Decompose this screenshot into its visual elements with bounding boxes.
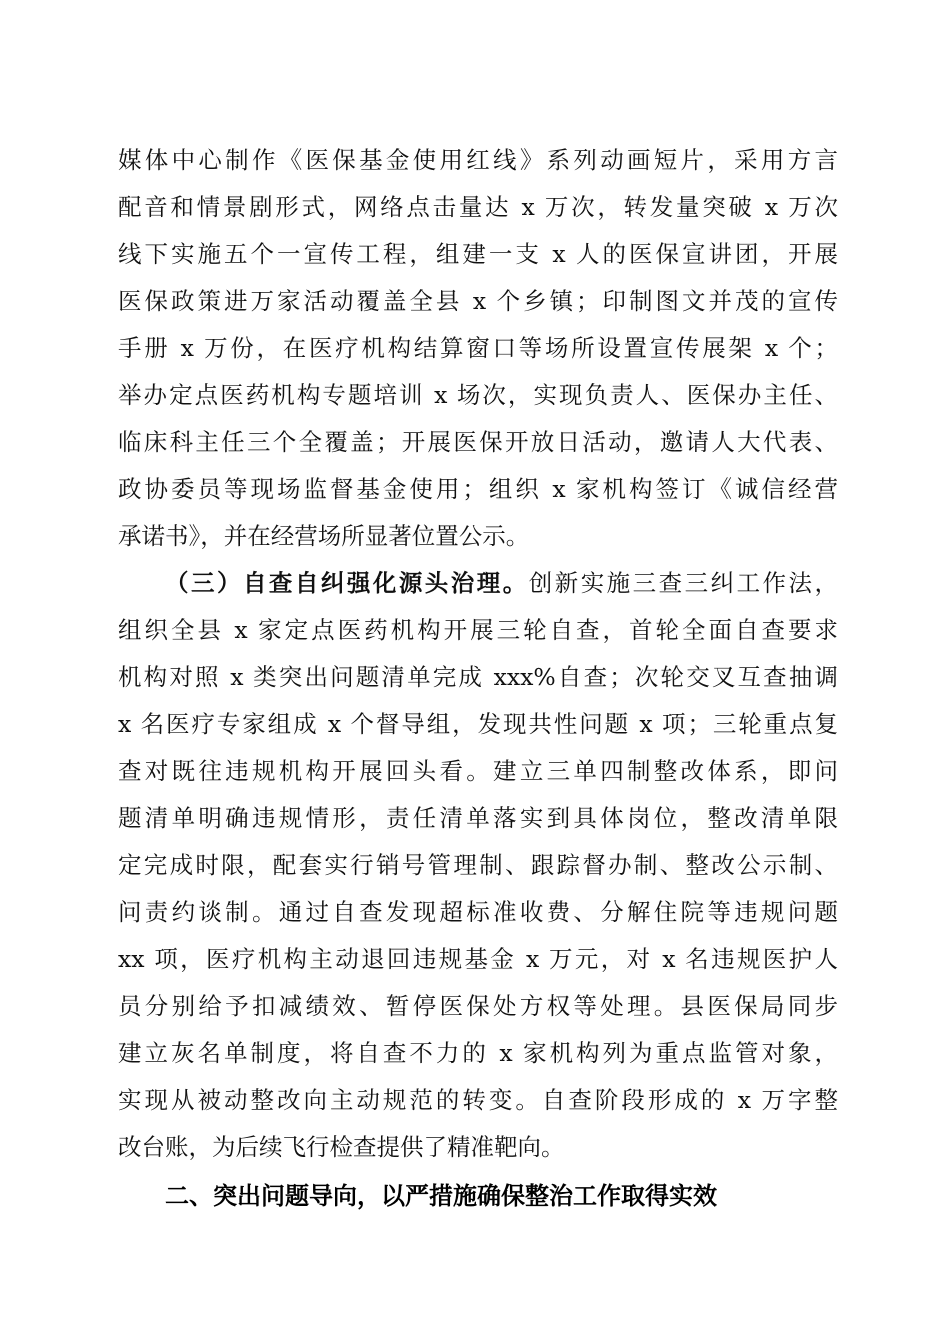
- section-heading-2: 二、突出问题导向，以严措施确保整治工作取得实效: [165, 1182, 717, 1210]
- paragraph-2-line-4: x 名医疗专家组成 x 个督导组，发现共性问题 x 项；三轮重点复: [118, 710, 838, 738]
- paragraph-2-line-10: 员分别给予扣减绩效、暂停医保处方权等处理。县医保局同步: [118, 992, 838, 1020]
- paragraph-2-line-5: 查对既往违规机构开展回头看。建立三单四制整改体系，即问: [118, 757, 838, 785]
- paragraph-1-line-1: 媒体中心制作《医保基金使用红线》系列动画短片，采用方言: [118, 146, 838, 174]
- paragraph-1-line-6: 举办定点医药机构专题培训 x 场次，实现负责人、医保办主任、: [118, 381, 838, 409]
- paragraph-2-line-3: 机构对照 x 类突出问题清单完成 xxx%自查；次轮交叉互查抽调: [118, 663, 838, 691]
- paragraph-1-line-4: 医保政策进万家活动覆盖全县 x 个乡镇；印制图文并茂的宣传: [118, 287, 838, 315]
- paragraph-2-line-11: 建立灰名单制度，将自查不力的 x 家机构列为重点监管对象，: [118, 1039, 838, 1067]
- paragraph-1-line-8: 政协委员等现场监督基金使用；组织 x 家机构签订《诚信经营: [118, 475, 838, 503]
- paragraph-2-line-13: 改台账，为后续飞行检查提供了精准靶向。: [118, 1133, 565, 1161]
- paragraph-2-line-1-rest: 创新实施三查三纠工作法，: [528, 569, 838, 597]
- paragraph-1-line-3: 线下实施五个一宣传工程，组建一支 x 人的医保宣讲团，开展: [118, 240, 838, 268]
- paragraph-2-line-12: 实现从被动整改向主动规范的转变。自查阶段形成的 x 万字整: [118, 1086, 838, 1114]
- section-lead-title: （三）自查自纠强化源头治理。: [165, 569, 529, 597]
- paragraph-1-line-9: 承诺书》，并在经营场所显著位置公示。: [118, 522, 530, 550]
- paragraph-1-line-7: 临床科主任三个全覆盖；开展医保开放日活动，邀请人大代表、: [118, 428, 838, 456]
- paragraph-2-line-9: xx 项，医疗机构主动退回违规基金 x 万元，对 x 名违规医护人: [118, 945, 838, 973]
- paragraph-2-line-1: [165, 563, 838, 603]
- paragraph-2-line-2: 组织全县 x 家定点医药机构开展三轮自查，首轮全面自查要求: [118, 616, 838, 644]
- paragraph-1-line-5: 手册 x 万份，在医疗机构结算窗口等场所设置宣传展架 x 个；: [118, 334, 838, 362]
- paragraph-2-line-7: 定完成时限，配套实行销号管理制、跟踪督办制、整改公示制、: [118, 851, 838, 879]
- paragraph-2-line-8: 问责约谈制。通过自查发现超标准收费、分解住院等违规问题: [118, 898, 838, 926]
- paragraph-1-line-2: 配音和情景剧形式，网络点击量达 x 万次，转发量突破 x 万次: [118, 193, 838, 221]
- paragraph-2-line-6: 题清单明确违规情形，责任清单落实到具体岗位，整改清单限: [118, 804, 838, 832]
